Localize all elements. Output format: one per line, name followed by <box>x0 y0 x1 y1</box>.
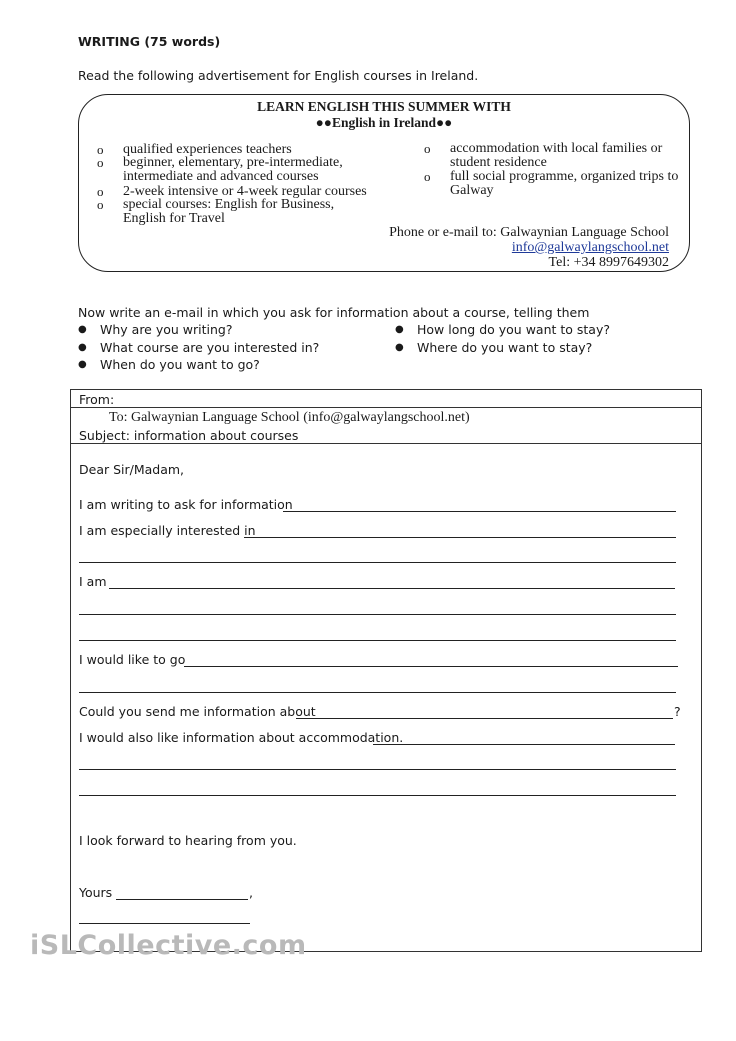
worksheet-title: WRITING (75 words) <box>78 34 221 49</box>
to-line: To: Galwaynian Language School (info@galwaylangschool.net) <box>109 410 470 425</box>
ad-right-item <box>424 141 663 170</box>
answer-blank-line[interactable] <box>244 537 676 538</box>
subject-line: Subject: information about courses <box>79 428 299 443</box>
circle-bullet-icon: o <box>97 184 104 199</box>
bullet-icon: ● <box>395 324 404 335</box>
from-label: From: <box>79 392 115 407</box>
contact-email-link[interactable]: info@galwaylangschool.net <box>511 240 669 255</box>
answer-blank-line[interactable] <box>109 588 675 589</box>
ad-item-text: accommodation with local families or <box>450 141 663 156</box>
answer-blank-line[interactable] <box>79 614 676 615</box>
answer-blank-line[interactable] <box>283 511 676 512</box>
email-form <box>70 389 702 952</box>
ad-right-item <box>424 169 679 198</box>
task-bullet-text: What course are you interested in? <box>100 340 320 355</box>
bullet-icon: ● <box>78 359 87 370</box>
task-bullet-item <box>78 340 320 355</box>
bullet-icon: ● <box>78 324 87 335</box>
ad-item-text: Galway <box>450 183 494 198</box>
circle-bullet-icon: o <box>97 155 104 170</box>
circle-bullet-icon: o <box>424 141 431 156</box>
task-bullet-item <box>78 357 260 372</box>
task-bullet-item <box>395 322 610 337</box>
watermark: iSLCollective.com <box>30 930 307 961</box>
task-instruction: Now write an e-mail in which you ask for information about a course, telling them <box>78 305 590 320</box>
prompt-interested: I am especially interested in <box>79 523 256 538</box>
ad-item-text: beginner, elementary, pre-intermediate, <box>123 155 343 170</box>
ad-item-text: student residence <box>450 155 547 170</box>
ad-item-text: intermediate and advanced courses <box>123 169 319 184</box>
task-bullet-item <box>395 340 593 355</box>
task-bullet-item <box>78 322 233 337</box>
answer-blank-line[interactable] <box>79 795 676 796</box>
ad-left-item <box>97 155 343 184</box>
circle-bullet-icon: o <box>97 142 104 157</box>
closing: I look forward to hearing from you. <box>79 833 297 848</box>
greeting: Dear Sir/Madam, <box>79 462 185 477</box>
circle-bullet-icon: o <box>97 197 104 212</box>
ad-item-text: 2-week intensive or 4-week regular courses <box>123 184 367 199</box>
task-bullet-text: How long do you want to stay? <box>417 322 610 337</box>
answer-blank-line[interactable] <box>79 640 676 641</box>
prompt-go: I would like to go <box>79 652 186 667</box>
prompt-accommodation: I would also like information about accommodation. <box>79 730 404 745</box>
yours-comma: , <box>249 885 253 900</box>
ad-item-text: English for Travel <box>123 211 225 226</box>
ad-heading: LEARN ENGLISH THIS SUMMER WITH <box>257 99 511 114</box>
yours-label: Yours <box>79 885 113 900</box>
intro-text: Read the following advertisement for English courses in Ireland. <box>78 68 479 83</box>
divider <box>71 407 701 408</box>
ad-item-text: special courses: English for Business, <box>123 197 335 212</box>
ad-item-text: qualified experiences teachers <box>123 142 292 157</box>
circle-bullet-icon: o <box>424 169 431 184</box>
signature-blank-line[interactable] <box>79 923 250 924</box>
answer-blank-line[interactable] <box>373 744 675 745</box>
ad-subheading: ●●English in Ireland●● <box>315 115 453 130</box>
prompt-writing: I am writing to ask for information <box>79 497 293 512</box>
task-bullet-text: Why are you writing? <box>100 322 233 337</box>
contact-phone: Tel: +34 8997649302 <box>548 255 669 270</box>
task-bullet-text: When do you want to go? <box>100 357 260 372</box>
bullet-icon: ● <box>395 342 404 353</box>
bullet-icon: ● <box>78 342 87 353</box>
answer-blank-line[interactable] <box>296 718 673 719</box>
question-mark: ? <box>674 704 681 719</box>
divider <box>71 443 701 444</box>
answer-blank-line[interactable] <box>79 562 676 563</box>
task-bullet-text: Where do you want to stay? <box>417 340 593 355</box>
prompt-i-am: I am <box>79 574 107 589</box>
prompt-send: Could you send me information about <box>79 704 316 719</box>
answer-blank-line[interactable] <box>79 769 676 770</box>
answer-blank-line[interactable] <box>116 899 248 900</box>
answer-blank-line[interactable] <box>79 692 676 693</box>
contact-label: Phone or e-mail to: Galwaynian Language School <box>389 225 669 240</box>
answer-blank-line[interactable] <box>184 666 678 667</box>
advertisement-box <box>78 94 690 272</box>
ad-item-text: full social programme, organized trips to <box>450 169 679 184</box>
ad-left-item <box>97 197 335 226</box>
